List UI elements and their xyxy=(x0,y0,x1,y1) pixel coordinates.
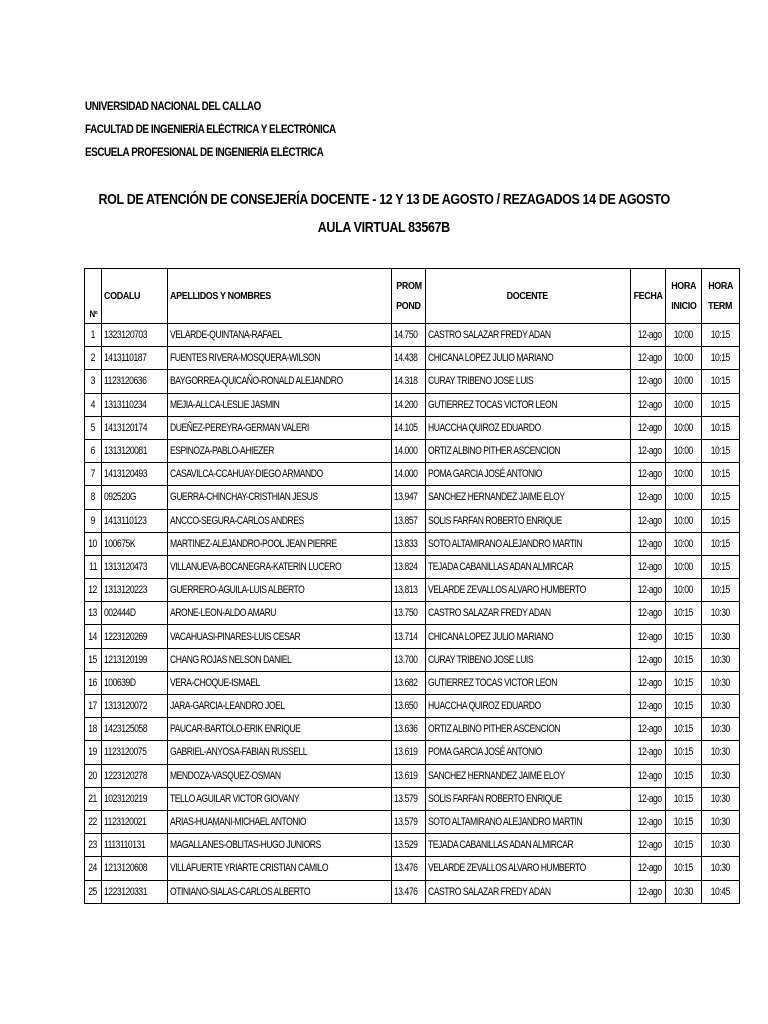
cell-fecha: 12-ago xyxy=(630,880,665,903)
cell-hora-term: 10:30 xyxy=(701,834,739,857)
cell-nombres: GUERRERO-AGUILA-LUIS ALBERTO xyxy=(168,579,392,602)
table-header-row xyxy=(85,269,740,324)
cell-hora-inicio: 10:15 xyxy=(665,764,701,787)
cell-hora-inicio: 10:00 xyxy=(665,555,701,578)
cell-num: 7 xyxy=(85,463,102,486)
col-docente-header: DOCENTE xyxy=(425,269,630,324)
cell-num: 1 xyxy=(85,324,102,347)
cell-prom: 13.650 xyxy=(392,695,425,718)
cell-codalu: 1413120493 xyxy=(102,463,168,486)
cell-docente: GUTIERREZ TOCAS VICTOR LEON xyxy=(425,393,630,416)
cell-nombres: CASAVILCA-CCAHUAY-DIEGO ARMANDO xyxy=(168,463,392,486)
cell-hora-inicio: 10:00 xyxy=(665,416,701,439)
cell-hora-inicio: 10:15 xyxy=(665,857,701,880)
cell-codalu: 1323120703 xyxy=(102,324,168,347)
cell-prom: 13.529 xyxy=(392,834,425,857)
cell-nombres: OTINIANO-SIALAS-CARLOS ALBERTO xyxy=(168,880,392,903)
cell-num: 9 xyxy=(85,509,102,532)
cell-hora-term: 10:45 xyxy=(701,880,739,903)
cell-hora-inicio: 10:15 xyxy=(665,648,701,671)
table-row xyxy=(85,555,740,578)
cell-hora-term: 10:15 xyxy=(701,509,739,532)
cell-fecha: 12-ago xyxy=(630,764,665,787)
cell-docente: CHICANA LOPEZ JULIO MARIANO xyxy=(425,625,630,648)
cell-fecha: 12-ago xyxy=(630,671,665,694)
col-fecha-header: FECHA xyxy=(630,269,665,324)
cell-prom: 13.824 xyxy=(392,555,425,578)
cell-prom: 13.947 xyxy=(392,486,425,509)
cell-docente: SOTO ALTAMIRANO ALEJANDRO MARTIN xyxy=(425,810,630,833)
cell-nombres: MENDOZA-VASQUEZ-OSMAN xyxy=(168,764,392,787)
cell-docente: CURAY TRIBENO JOSE LUIS xyxy=(425,370,630,393)
table-row xyxy=(85,834,740,857)
cell-docente: CASTRO SALAZAR FREDY ADAN xyxy=(425,602,630,625)
cell-nombres: VERA-CHOQUE-ISMAEL xyxy=(168,671,392,694)
cell-num: 13 xyxy=(85,602,102,625)
cell-prom: 13.714 xyxy=(392,625,425,648)
cell-hora-term: 10:15 xyxy=(701,439,739,462)
cell-num: 11 xyxy=(85,555,102,578)
cell-prom: 14.318 xyxy=(392,370,425,393)
table-row xyxy=(85,347,740,370)
col-hora-term-header: HORA TERM xyxy=(701,269,739,324)
cell-hora-inicio: 10:00 xyxy=(665,370,701,393)
cell-hora-inicio: 10:15 xyxy=(665,810,701,833)
cell-hora-inicio: 10:15 xyxy=(665,695,701,718)
cell-num: 15 xyxy=(85,648,102,671)
cell-docente: CHICANA LOPEZ JULIO MARIANO xyxy=(425,347,630,370)
cell-hora-inicio: 10:00 xyxy=(665,439,701,462)
cell-hora-inicio: 10:15 xyxy=(665,718,701,741)
table-row xyxy=(85,579,740,602)
cell-nombres: ESPINOZA-PABLO-AHIEZER xyxy=(168,439,392,462)
cell-hora-term: 10:30 xyxy=(701,810,739,833)
table-row xyxy=(85,671,740,694)
col-nombres-header: APELLIDOS Y NOMBRES xyxy=(168,269,392,324)
cell-hora-inicio: 10:00 xyxy=(665,486,701,509)
cell-docente: ORTIZ ALBINO PITHER ASCENCION xyxy=(425,718,630,741)
cell-nombres: DUEÑEZ-PEREYRA-GERMAN VALERI xyxy=(168,416,392,439)
cell-prom: 13.750 xyxy=(392,602,425,625)
table-row xyxy=(85,324,740,347)
cell-codalu: 1413110187 xyxy=(102,347,168,370)
cell-nombres: VACAHUASI-PINARES-LUIS CESAR xyxy=(168,625,392,648)
cell-hora-term: 10:30 xyxy=(701,695,739,718)
table-row xyxy=(85,416,740,439)
cell-fecha: 12-ago xyxy=(630,370,665,393)
cell-hora-term: 10:30 xyxy=(701,602,739,625)
cell-codalu: 1423125058 xyxy=(102,718,168,741)
cell-codalu: 002444D xyxy=(102,602,168,625)
cell-nombres: MEJIA-ALLCA-LESLIE JASMIN xyxy=(168,393,392,416)
cell-num: 16 xyxy=(85,671,102,694)
cell-docente: SOTO ALTAMIRANO ALEJANDRO MARTIN xyxy=(425,532,630,555)
cell-prom: 13.476 xyxy=(392,880,425,903)
cell-docente: TEJADA CABANILLAS ADAN ALMIRCAR xyxy=(425,555,630,578)
cell-num: 24 xyxy=(85,857,102,880)
cell-prom: 13.476 xyxy=(392,857,425,880)
cell-fecha: 12-ago xyxy=(630,834,665,857)
cell-docente: CURAY TRIBENO JOSE LUIS xyxy=(425,648,630,671)
cell-docente: POMA GARCIA JOSÉ ANTONIO xyxy=(425,463,630,486)
table-row xyxy=(85,810,740,833)
cell-nombres: VELARDE-QUINTANA-RAFAEL xyxy=(168,324,392,347)
cell-fecha: 12-ago xyxy=(630,602,665,625)
cell-hora-inicio: 10:00 xyxy=(665,463,701,486)
cell-num: 19 xyxy=(85,741,102,764)
table-row xyxy=(85,486,740,509)
cell-docente: CASTRO SALAZAR FREDY ADAN xyxy=(425,324,630,347)
cell-hora-term: 10:15 xyxy=(701,532,739,555)
cell-hora-inicio: 10:00 xyxy=(665,324,701,347)
cell-nombres: ARONE-LEON-ALDO AMARU xyxy=(168,602,392,625)
cell-fecha: 12-ago xyxy=(630,579,665,602)
cell-docente: HUACCHA QUIROZ EDUARDO xyxy=(425,416,630,439)
cell-nombres: FUENTES RIVERA-MOSQUERA-WILSON xyxy=(168,347,392,370)
cell-num: 14 xyxy=(85,625,102,648)
schedule-table xyxy=(84,268,740,904)
cell-docente: GUTIERREZ TOCAS VICTOR LEON xyxy=(425,671,630,694)
cell-prom: 13.813 xyxy=(392,579,425,602)
cell-prom: 13.700 xyxy=(392,648,425,671)
cell-hora-term: 10:30 xyxy=(701,718,739,741)
cell-num: 5 xyxy=(85,416,102,439)
cell-hora-inicio: 10:00 xyxy=(665,579,701,602)
cell-fecha: 12-ago xyxy=(630,718,665,741)
table-body xyxy=(85,324,740,904)
cell-nombres: GUERRA-CHINCHAY-CRISTHIAN JESUS xyxy=(168,486,392,509)
cell-codalu: 1223120269 xyxy=(102,625,168,648)
table-row xyxy=(85,695,740,718)
cell-prom: 13.857 xyxy=(392,509,425,532)
cell-fecha: 12-ago xyxy=(630,555,665,578)
cell-nombres: MARTINEZ-ALEJANDRO-POOL JEAN PIERRE xyxy=(168,532,392,555)
table-row xyxy=(85,718,740,741)
cell-nombres: GABRIEL-ANYOSA-FABIAN RUSSELL xyxy=(168,741,392,764)
cell-prom: 13.579 xyxy=(392,787,425,810)
cell-hora-inicio: 10:15 xyxy=(665,625,701,648)
faculty-name: FACULTAD DE INGENIERÍA ELÉCTRICA Y ELECTRÓNICA xyxy=(85,124,336,136)
table-row xyxy=(85,463,740,486)
cell-nombres: JARA-GARCIA-LEANDRO JOEL xyxy=(168,695,392,718)
col-prom-header: PROM POND xyxy=(392,269,425,324)
cell-codalu: 100639D xyxy=(102,671,168,694)
cell-nombres: ARIAS-HUAMANI-MICHAEL ANTONIO xyxy=(168,810,392,833)
cell-codalu: 1313120473 xyxy=(102,555,168,578)
cell-nombres: BAYGORREA-QUICAÑO-RONALD ALEJANDRO xyxy=(168,370,392,393)
cell-docente: VELARDE ZEVALLOS ALVARO HUMBERTO xyxy=(425,857,630,880)
cell-fecha: 12-ago xyxy=(630,324,665,347)
col-codalu-header: CODALU xyxy=(102,269,168,324)
cell-num: 3 xyxy=(85,370,102,393)
cell-num: 17 xyxy=(85,695,102,718)
cell-docente: SOLIS FARFAN ROBERTO ENRIQUE xyxy=(425,509,630,532)
table-row xyxy=(85,602,740,625)
cell-hora-term: 10:15 xyxy=(701,555,739,578)
cell-hora-inicio: 10:00 xyxy=(665,393,701,416)
cell-codalu: 1113110131 xyxy=(102,834,168,857)
col-num-header: Nº xyxy=(85,269,102,324)
table-row xyxy=(85,787,740,810)
cell-hora-term: 10:15 xyxy=(701,370,739,393)
table-row xyxy=(85,370,740,393)
cell-num: 8 xyxy=(85,486,102,509)
table-row xyxy=(85,648,740,671)
cell-fecha: 12-ago xyxy=(630,810,665,833)
cell-codalu: 1123120636 xyxy=(102,370,168,393)
cell-prom: 14.200 xyxy=(392,393,425,416)
document-title-line2: AULA VIRTUAL 83567B xyxy=(317,220,451,236)
cell-num: 2 xyxy=(85,347,102,370)
cell-num: 6 xyxy=(85,439,102,462)
cell-fecha: 12-ago xyxy=(630,857,665,880)
university-name: UNIVERSIDAD NACIONAL DEL CALLAO xyxy=(85,101,261,113)
cell-codalu: 092520G xyxy=(102,486,168,509)
cell-fecha: 12-ago xyxy=(630,439,665,462)
cell-codalu: 1313120072 xyxy=(102,695,168,718)
school-name: ESCUELA PROFESIONAL DE INGENIERÍA ELÉCTRICA xyxy=(85,147,324,159)
table-row xyxy=(85,764,740,787)
cell-hora-term: 10:30 xyxy=(701,787,739,810)
col-hora-inicio-header: HORA INICIO xyxy=(665,269,701,324)
cell-num: 23 xyxy=(85,834,102,857)
cell-fecha: 12-ago xyxy=(630,486,665,509)
cell-hora-inicio: 10:15 xyxy=(665,741,701,764)
cell-prom: 14.000 xyxy=(392,439,425,462)
cell-prom: 13.619 xyxy=(392,741,425,764)
cell-hora-inicio: 10:00 xyxy=(665,509,701,532)
cell-codalu: 1213120608 xyxy=(102,857,168,880)
cell-codalu: 1413120174 xyxy=(102,416,168,439)
cell-num: 21 xyxy=(85,787,102,810)
cell-nombres: VILLAFUERTE YRIARTE CRISTIAN CAMILO xyxy=(168,857,392,880)
cell-fecha: 12-ago xyxy=(630,347,665,370)
cell-codalu: 1123120075 xyxy=(102,741,168,764)
cell-hora-term: 10:15 xyxy=(701,579,739,602)
cell-hora-term: 10:15 xyxy=(701,324,739,347)
cell-fecha: 12-ago xyxy=(630,625,665,648)
cell-nombres: TELLO AGUILAR VICTOR GIOVANY xyxy=(168,787,392,810)
cell-fecha: 12-ago xyxy=(630,532,665,555)
cell-docente: POMA GARCIA JOSÉ ANTONIO xyxy=(425,741,630,764)
cell-hora-inicio: 10:00 xyxy=(665,532,701,555)
cell-num: 20 xyxy=(85,764,102,787)
cell-hora-term: 10:30 xyxy=(701,625,739,648)
cell-codalu: 1313110234 xyxy=(102,393,168,416)
cell-fecha: 12-ago xyxy=(630,648,665,671)
cell-nombres: VILLANUEVA-BOCANEGRA-KATERIN LUCERO xyxy=(168,555,392,578)
cell-hora-inicio: 10:30 xyxy=(665,880,701,903)
cell-docente: HUACCHA QUIROZ EDUARDO xyxy=(425,695,630,718)
cell-prom: 14.750 xyxy=(392,324,425,347)
cell-hora-term: 10:15 xyxy=(701,486,739,509)
cell-prom: 14.000 xyxy=(392,463,425,486)
cell-nombres: ANCCO-SEGURA-CARLOS ANDRES xyxy=(168,509,392,532)
cell-codalu: 1313120223 xyxy=(102,579,168,602)
cell-fecha: 12-ago xyxy=(630,695,665,718)
cell-fecha: 12-ago xyxy=(630,463,665,486)
table-row xyxy=(85,741,740,764)
cell-prom: 13.682 xyxy=(392,671,425,694)
cell-num: 10 xyxy=(85,532,102,555)
cell-codalu: 1313120081 xyxy=(102,439,168,462)
cell-hora-term: 10:15 xyxy=(701,416,739,439)
cell-hora-term: 10:15 xyxy=(701,463,739,486)
cell-num: 12 xyxy=(85,579,102,602)
cell-hora-term: 10:30 xyxy=(701,671,739,694)
cell-docente: SANCHEZ HERNANDEZ JAIME ELOY xyxy=(425,764,630,787)
cell-hora-inicio: 10:15 xyxy=(665,671,701,694)
cell-hora-inicio: 10:00 xyxy=(665,347,701,370)
cell-hora-inicio: 10:15 xyxy=(665,787,701,810)
table-row xyxy=(85,532,740,555)
table-row xyxy=(85,509,740,532)
cell-fecha: 12-ago xyxy=(630,741,665,764)
cell-fecha: 12-ago xyxy=(630,509,665,532)
cell-prom: 14.438 xyxy=(392,347,425,370)
cell-num: 4 xyxy=(85,393,102,416)
cell-num: 22 xyxy=(85,810,102,833)
cell-codalu: 1023120219 xyxy=(102,787,168,810)
cell-num: 25 xyxy=(85,880,102,903)
cell-prom: 13.833 xyxy=(392,532,425,555)
cell-docente: TEJADA CABANILLAS ADAN ALMIRCAR xyxy=(425,834,630,857)
cell-codalu: 1223120278 xyxy=(102,764,168,787)
cell-nombres: PAUCAR-BARTOLO-ERIK ENRIQUE xyxy=(168,718,392,741)
cell-hora-term: 10:15 xyxy=(701,347,739,370)
table-row xyxy=(85,393,740,416)
cell-hora-inicio: 10:15 xyxy=(665,602,701,625)
document-subtitle xyxy=(0,220,768,236)
cell-docente: CASTRO SALAZAR FREDY ADAN xyxy=(425,880,630,903)
cell-nombres: CHANG ROJAS NELSON DANIEL xyxy=(168,648,392,671)
table-row xyxy=(85,625,740,648)
cell-hora-inicio: 10:15 xyxy=(665,834,701,857)
table-row xyxy=(85,880,740,903)
document-title-line1: ROL DE ATENCIÓN DE CONSEJERÍA DOCENTE - 12 Y 13 DE AGOSTO / REZAGADOS 14 DE AGOSTO xyxy=(98,192,670,208)
cell-codalu: 1223120331 xyxy=(102,880,168,903)
table-row xyxy=(85,857,740,880)
cell-prom: 13.619 xyxy=(392,764,425,787)
cell-fecha: 12-ago xyxy=(630,393,665,416)
document-title xyxy=(0,192,768,208)
cell-hora-term: 10:30 xyxy=(701,741,739,764)
cell-docente: VELARDE ZEVALLOS ALVARO HUMBERTO xyxy=(425,579,630,602)
cell-nombres: MAGALLANES-OBLITAS-HUGO JUNIORS xyxy=(168,834,392,857)
cell-prom: 13.579 xyxy=(392,810,425,833)
cell-fecha: 12-ago xyxy=(630,787,665,810)
cell-fecha: 12-ago xyxy=(630,416,665,439)
cell-docente: ORTIZ ALBINO PITHER ASCENCION xyxy=(425,439,630,462)
cell-docente: SANCHEZ HERNANDEZ JAIME ELOY xyxy=(425,486,630,509)
cell-docente: SOLIS FARFAN ROBERTO ENRIQUE xyxy=(425,787,630,810)
cell-codalu: 100675K xyxy=(102,532,168,555)
cell-num: 18 xyxy=(85,718,102,741)
cell-prom: 13.636 xyxy=(392,718,425,741)
cell-hora-term: 10:30 xyxy=(701,764,739,787)
cell-hora-term: 10:30 xyxy=(701,648,739,671)
cell-codalu: 1123120021 xyxy=(102,810,168,833)
cell-hora-term: 10:30 xyxy=(701,857,739,880)
table-row xyxy=(85,439,740,462)
cell-prom: 14.105 xyxy=(392,416,425,439)
institution-header xyxy=(85,96,377,165)
cell-codalu: 1213120199 xyxy=(102,648,168,671)
cell-hora-term: 10:15 xyxy=(701,393,739,416)
cell-codalu: 1413110123 xyxy=(102,509,168,532)
